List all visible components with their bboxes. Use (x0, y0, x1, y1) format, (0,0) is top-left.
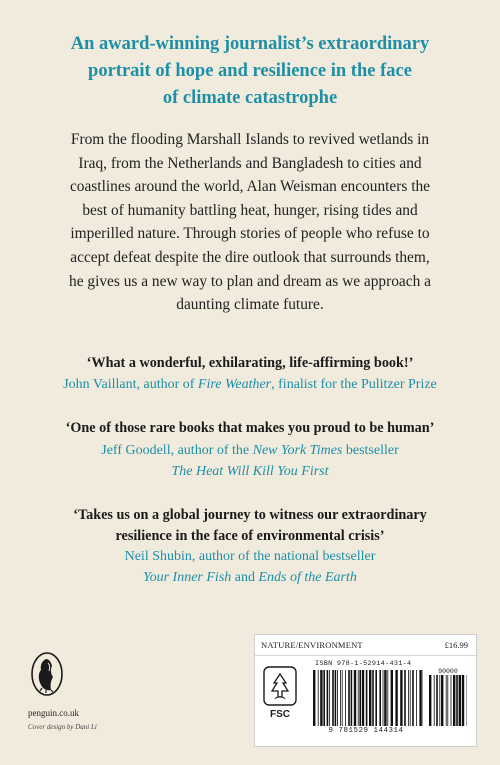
blurb-line: From the flooding Marshall Islands to revived wetlands in (70, 131, 430, 148)
headline-line: An award-winning journalist’s extraordinary (70, 34, 430, 54)
review-quote (20, 353, 480, 374)
barcode-bar (358, 670, 359, 726)
blurb-line: daunting climate future. (176, 296, 324, 314)
attribution-title: Fire Weather (197, 377, 272, 392)
quote-attribution (20, 441, 480, 482)
penguin-logo-icon (30, 651, 64, 697)
fsc-logo-icon (263, 666, 297, 720)
attribution-line (20, 568, 480, 589)
barcode-bar (429, 675, 431, 726)
cover-credit: Cover design by Dani Li (28, 723, 97, 731)
barcode-bar (348, 670, 350, 726)
barcode-bar (456, 675, 458, 726)
attribution-line: Neil Shubin, author of the national bestseller (124, 549, 376, 564)
blurb-line: coastlines around the world, Alan Weisman encounters the (69, 178, 431, 196)
barcode-bar (410, 670, 411, 726)
barcode-bar (369, 670, 371, 726)
barcode-bar (359, 670, 361, 726)
barcode-bar (395, 670, 397, 726)
attribution-text: bestseller (342, 443, 399, 458)
barcode-bar (327, 670, 329, 726)
barcode-bar (335, 670, 337, 726)
attribution-title: Ends of the Earth (258, 569, 357, 585)
attribution-line (20, 462, 480, 483)
publisher-url: penguin.co.uk (28, 708, 79, 718)
ean-barcode (313, 670, 423, 726)
quote-line: ‘Takes us on a global journey to witness our extraordinary (73, 507, 427, 523)
attribution-text: Jeff Goodell, author of the (101, 443, 253, 458)
attribution-title: New York Times (252, 443, 343, 458)
barcode-bar (383, 670, 384, 726)
barcode-bar (351, 670, 353, 726)
addon-digits: 90000 (438, 668, 458, 675)
quote-line: resilience in the face of environmental crisis’ (115, 528, 385, 544)
barcode-bar (375, 670, 377, 726)
review-quote (20, 418, 480, 439)
barcode-bar (451, 675, 452, 726)
attribution-text: , finalist for the Pulitzer Prize (271, 377, 437, 392)
barcode-bar (404, 670, 406, 726)
barcode-bar (462, 675, 464, 726)
barcode-bar (436, 675, 438, 726)
barcode-bar (419, 670, 421, 726)
headline-line: of climate catastrophe (162, 88, 338, 108)
barcode-bar (337, 670, 338, 726)
blurb-line: he gives us a new way to plan and dream as we approach a (69, 272, 431, 290)
quote-line: ‘One of those rare books that makes you proud to be human’ (65, 420, 435, 436)
barcode-bar (434, 675, 435, 726)
barcode-bar (387, 670, 388, 726)
barcode-bar (372, 670, 374, 726)
barcode-bar (384, 670, 386, 726)
attribution-title: The Heat Will Kill You First (171, 463, 329, 479)
blurb-line: imperilled nature. Through stories of people who refuse to (70, 225, 430, 243)
barcode-bar (446, 675, 447, 726)
attribution-line (20, 441, 480, 462)
barcode-bar (391, 670, 393, 726)
blurb-paragraph (58, 128, 442, 317)
barcode-bar (366, 670, 368, 726)
attribution-text: and (231, 569, 259, 585)
addon-barcode (429, 675, 467, 726)
quote-attribution (20, 375, 480, 396)
ean-digits: 9 781529 144314 (328, 727, 404, 735)
barcode-bar (362, 670, 364, 726)
blurb-line: Iraq, from the Netherlands and Bangladesh to cities and (78, 154, 422, 172)
headline (40, 31, 460, 112)
barcode-bar (345, 670, 346, 726)
barcode-bar (342, 670, 343, 726)
barcode-bar (318, 670, 319, 726)
barcode-bar (313, 670, 315, 726)
barcode-bar (379, 670, 381, 726)
barcode-bar (439, 675, 440, 726)
headline-line: portrait of hope and resilience in the face (88, 61, 412, 81)
barcode-bar (441, 675, 443, 726)
barcode-bar (323, 670, 325, 726)
barcode-bar (453, 675, 455, 726)
attribution-text: John Vaillant, author of (63, 377, 198, 392)
barcode-bar (412, 670, 414, 726)
barcode-bar (354, 670, 356, 726)
price-label: £16.99 (444, 640, 468, 650)
barcode-bar (340, 670, 341, 726)
quote-attribution (20, 547, 480, 588)
barcode-bar (459, 675, 461, 726)
isbn-text: ISBN 978-1-52914-431-4 (315, 660, 412, 668)
barcode-bar (332, 670, 334, 726)
blurb-line: best of humanity battling heat, hunger, rising tides and (82, 201, 418, 219)
barcode-bar (416, 670, 417, 726)
review-quote (20, 505, 480, 547)
attribution-line (20, 375, 480, 396)
attribution-title: Your Inner Fish (143, 569, 232, 585)
barcode-bar (447, 675, 448, 726)
barcode-panel (254, 634, 477, 747)
category-row (255, 635, 476, 656)
quote-line: ‘What a wonderful, exhilarating, life-affirming book!’ (86, 355, 414, 371)
barcode-bar (329, 670, 330, 726)
barcode-bar (400, 670, 402, 726)
category-label: NATURE/ENVIRONMENT (261, 640, 363, 650)
barcode-bar (320, 670, 322, 726)
fsc-label: FSC (270, 709, 290, 720)
barcode-bar (408, 670, 409, 726)
blurb-line: accept defeat despite the dire outlook that surrounds them, (70, 248, 430, 266)
